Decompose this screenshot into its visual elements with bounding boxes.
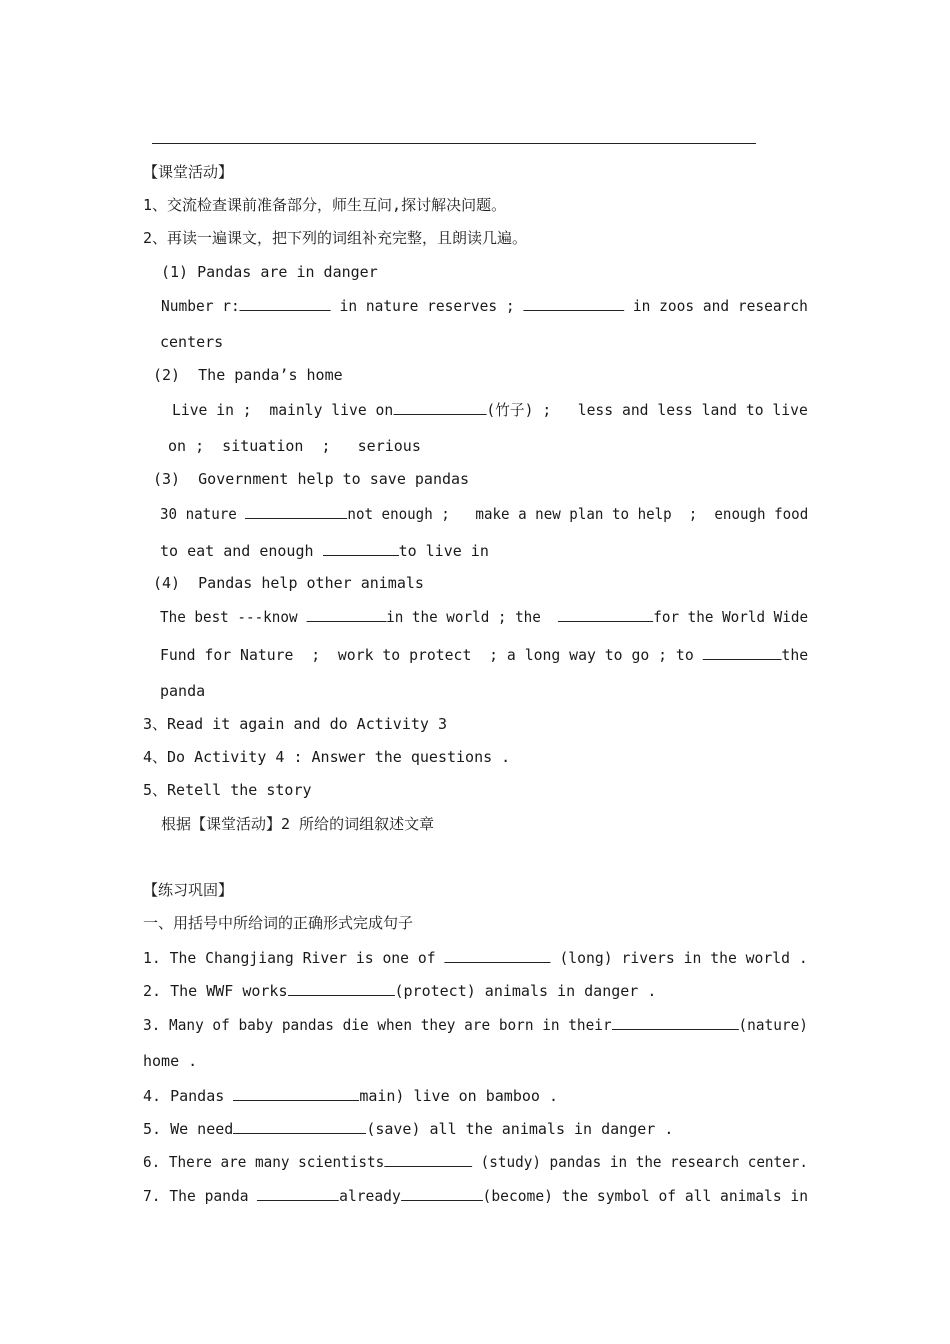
question-5: 5. We need (save) all the animals in danger . [143, 1120, 674, 1138]
answer-blank[interactable] [401, 1185, 483, 1201]
fill-line: Live in ; mainly live on (竹子) ; less and less land to live [172, 401, 808, 419]
fill-line: The best ---know in the world ; the for the World Wide [160, 608, 809, 626]
part-1-instruction: 一、用括号中所给词的正确形式完成句子 [143, 914, 414, 932]
fill-line: on ; situation ; serious [168, 437, 421, 455]
answer-blank[interactable] [393, 399, 486, 415]
answer-blank[interactable] [306, 606, 386, 622]
question-4: 4. Pandas main) live on bamboo . [143, 1087, 558, 1105]
answer-blank[interactable] [612, 1014, 739, 1030]
sub-heading-1: (1) Pandas are in danger [161, 263, 378, 281]
step-5-note: 根据【课堂活动】2 所给的词组叙述文章 [161, 815, 435, 833]
sub-heading-4: (4) Pandas help other animals [153, 574, 424, 592]
answer-blank[interactable] [288, 980, 395, 996]
sub-heading-2: (2) The panda’s home [153, 366, 343, 384]
answer-blank[interactable] [233, 1118, 366, 1134]
fill-line: centers [160, 333, 224, 351]
step-3: 3、Read it again and do Activity 3 [143, 715, 447, 733]
sub-heading-3: (3) Government help to save pandas [153, 470, 470, 488]
fill-line: Fund for Nature ; work to protect ; a long way to go ; to the [160, 646, 809, 664]
answer-blank[interactable] [323, 540, 399, 556]
question-3: 3. Many of baby pandas die when they are born in their (nature) [143, 1016, 808, 1034]
question-2: 2. The WWF works (protect) animals in danger . [143, 982, 657, 1000]
question-1: 1. The Changjiang River is one of (long) rivers in the world . [143, 949, 808, 967]
question-6: 6. There are many scientists (study) pandas in the research center. [143, 1153, 809, 1171]
fill-line: 30 nature not enough ; make a new plan to help ; enough food [160, 505, 809, 523]
question-7: 7. The panda already (become) the symbol of all animals in [143, 1187, 809, 1205]
answer-blank[interactable] [703, 644, 782, 660]
section-heading-classroom-activity: 【课堂活动】 [143, 163, 234, 181]
fill-line: panda [160, 682, 206, 700]
header-rule [152, 143, 756, 144]
answer-blank[interactable] [245, 503, 347, 519]
answer-blank[interactable] [233, 1085, 359, 1101]
answer-blank[interactable] [384, 1151, 472, 1167]
fill-line: to eat and enough to live in [160, 542, 489, 560]
answer-blank[interactable] [445, 947, 551, 963]
fill-line: Number r: in nature reserves ; in zoos and research [161, 297, 808, 315]
answer-blank[interactable] [523, 295, 624, 311]
answer-blank[interactable] [558, 606, 653, 622]
step-4: 4、Do Activity 4 : Answer the questions . [143, 748, 511, 766]
answer-blank[interactable] [257, 1185, 339, 1201]
section-heading-practice: 【练习巩固】 [143, 881, 234, 899]
answer-blank[interactable] [240, 295, 331, 311]
question-3-continued: home . [143, 1052, 198, 1070]
step-5: 5、Retell the story [143, 781, 312, 799]
step-1: 1、交流检查课前准备部分，师生互问,探讨解决问题。 [143, 196, 507, 214]
step-2: 2、再读一遍课文，把下列的词组补充完整，且朗读几遍。 [143, 229, 528, 247]
